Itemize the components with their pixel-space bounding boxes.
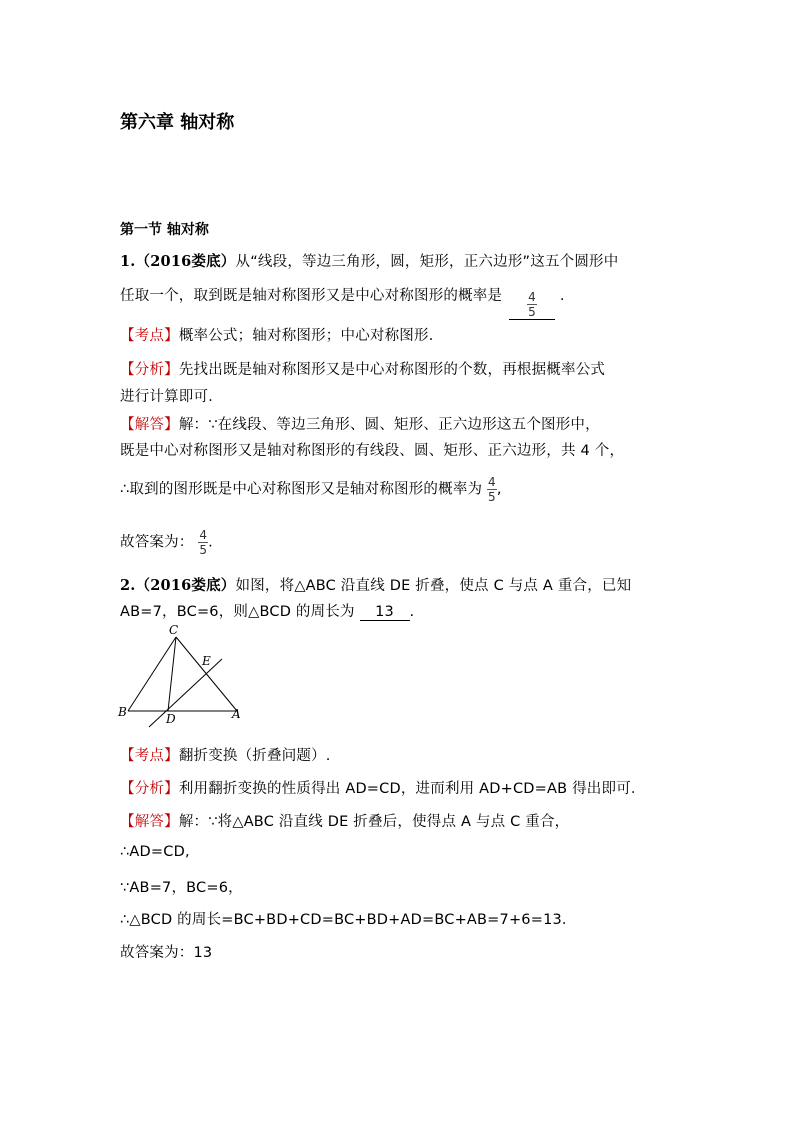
q1-source: （2016娄底） — [135, 253, 236, 270]
q1-answer-fraction — [527, 290, 537, 319]
q1-kaodian-tag: 【考点】 — [120, 328, 179, 344]
q2-stem-line1 — [120, 574, 631, 595]
q1-jieda-comma: , — [496, 481, 502, 498]
q2-stem-line2 — [120, 600, 414, 621]
chapter-title: 第六章 轴对称 — [120, 112, 235, 133]
q1-jieda-line3 — [120, 475, 502, 504]
q1-stem-line1 — [120, 250, 618, 271]
q1-final-denominator: 5 — [199, 543, 208, 557]
q1-jieda-line2: 既是中心对称图形又是轴对称图形的有线段、圆、矩形、正六边形，共 4 个， — [120, 443, 625, 459]
q2-jieda-line1 — [120, 810, 569, 831]
q1-jieda-numerator: 4 — [488, 475, 496, 489]
label-e: E — [202, 654, 211, 668]
q1-fenxi-text1: 先找出既是轴对称图形又是中心对称图形的个数，再根据概率公式 — [178, 362, 606, 378]
q1-final-numerator: 4 — [199, 528, 208, 542]
q2-fenxi-tag: 【分析】 — [120, 781, 179, 797]
q1-period: . — [559, 288, 565, 304]
q2-source: （2016娄底） — [135, 577, 236, 594]
q2-kaodian-tag: 【考点】 — [120, 748, 179, 764]
q1-jieda-denominator: 5 — [488, 490, 496, 504]
q1-fenxi-tag: 【分析】 — [120, 362, 179, 378]
q1-stem-line2 — [120, 284, 565, 320]
q2-period: . — [409, 604, 415, 620]
q2-fenxi-text: 利用翻折变换的性质得出 AD=CD，进而利用 AD+CD=AB 得出即可． — [178, 781, 646, 797]
q2-number: 2. — [120, 577, 136, 594]
q2-jieda-tag: 【解答】 — [120, 814, 179, 830]
q1-kaodian-text: 概率公式；轴对称图形；中心对称图形． — [178, 328, 444, 344]
q2-jieda-line4: ∴△BCD 的周长=BC+BD+CD=BC+BD+AD=BC+AB=7+6=13． — [120, 912, 577, 928]
q2-jieda-line3: ∵AB=7，BC=6， — [120, 880, 243, 896]
triangle-figure — [115, 620, 255, 730]
q1-kaodian — [120, 324, 443, 345]
q1-answer-denominator: 5 — [528, 304, 536, 319]
q2-final: 故答案为：13 — [120, 945, 213, 961]
q2-stem-text1: 如图，将△ABC 沿直线 DE 折叠，使点 C 与点 A 重合，已知 — [235, 578, 632, 594]
q1-final-prefix: 故答案为： — [120, 534, 194, 551]
q1-number: 1. — [120, 253, 136, 270]
q1-final — [120, 528, 213, 557]
q1-jieda-line1 — [120, 413, 600, 434]
q2-answer-blank: 13 — [360, 604, 410, 621]
q1-final-fraction — [198, 528, 208, 557]
q2-fenxi — [120, 777, 646, 798]
q2-stem-text2: AB=7，BC=6，则△BCD 的周长为 — [120, 604, 355, 620]
section-title: 第一节 轴对称 — [120, 222, 209, 238]
q1-stem-text1: 从“线段，等边三角形，圆，矩形，正六边形”这五个圆形中 — [235, 254, 619, 270]
q1-answer-numerator: 4 — [528, 289, 536, 304]
q1-answer-blank — [509, 290, 555, 320]
q2-jieda-text1: 解：∵将△ABC 沿直线 DE 折叠后，使得点 A 与点 C 重合， — [178, 814, 570, 830]
q1-fenxi-line1 — [120, 358, 605, 379]
q1-fenxi-line2: 进行计算即可． — [120, 389, 223, 405]
label-b: B — [118, 705, 127, 719]
q1-jieda-text1: 解：∵在线段、等边三角形、圆、矩形、正六边形这五个图形中， — [178, 417, 600, 433]
q2-kaodian-text: 翻折变换（折叠问题）. — [178, 748, 331, 764]
q1-stem-text2: 任取一个，取到既是轴对称图形又是中心对称图形的概率是 — [120, 288, 503, 304]
q2-kaodian — [120, 744, 331, 765]
q1-jieda-text3: ∴取到的图形既是中心对称图形又是轴对称图形的概率为 — [120, 481, 483, 498]
q1-jieda-fraction — [487, 475, 497, 504]
q2-jieda-line2: ∴AD=CD, — [120, 844, 190, 860]
label-d: D — [166, 712, 176, 726]
label-c: C — [169, 623, 179, 637]
q1-final-period: . — [208, 534, 213, 551]
label-a: A — [232, 707, 241, 721]
q1-jieda-tag: 【解答】 — [120, 417, 179, 433]
fold-line-de — [149, 659, 222, 727]
